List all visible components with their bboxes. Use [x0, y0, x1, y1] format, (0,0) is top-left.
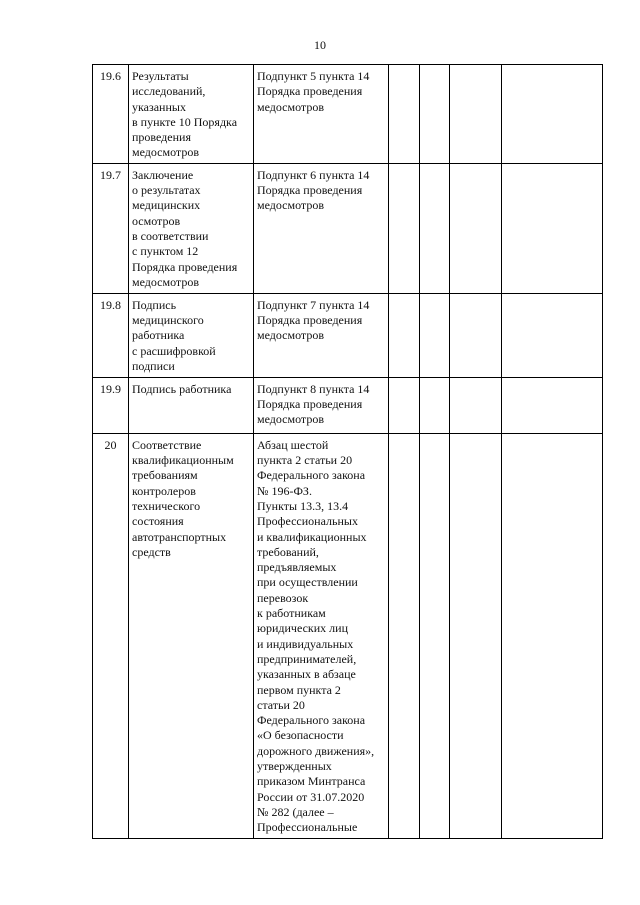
legal-basis: Подпункт 8 пункта 14 Порядка проведения медосмотров — [254, 377, 389, 433]
legal-basis: Подпункт 7 пункта 14 Порядка проведения медосмотров — [254, 293, 389, 377]
requirements-table — [92, 64, 603, 839]
legal-basis: Абзац шестой пункта 2 статьи 20 Федерального закона № 196-ФЗ. Пункты 13.3, 13.4 Профессиональных и квалификационных требований, предъявляемых при осуществлении перевозок к работникам юридических лиц и индивидуальных предпринимателей, указанных в абзаце первом пункта 2 статьи 20 Федерального закона «О безопасности дорожного движения», утвержденных приказом Минтранса России от 31.07.2020 № 282 (далее – Профессиональные — [254, 433, 389, 838]
empty-cell — [502, 293, 603, 377]
empty-cell — [450, 163, 502, 293]
empty-cell — [420, 433, 450, 838]
empty-cell — [389, 163, 420, 293]
empty-cell — [389, 293, 420, 377]
table-row — [93, 65, 603, 164]
row-number: 19.6 — [93, 65, 129, 164]
requirement-name: Результаты исследований, указанных в пункте 10 Порядка проведения медосмотров — [129, 65, 254, 164]
empty-cell — [502, 433, 603, 838]
table-row — [93, 433, 603, 838]
table-row — [93, 293, 603, 377]
empty-cell — [502, 377, 603, 433]
requirement-name: Подпись медицинского работника с расшифровкой подписи — [129, 293, 254, 377]
empty-cell — [420, 377, 450, 433]
requirement-name: Подпись работника — [129, 377, 254, 433]
legal-basis: Подпункт 6 пункта 14 Порядка проведения медосмотров — [254, 163, 389, 293]
table-row — [93, 377, 603, 433]
empty-cell — [420, 65, 450, 164]
empty-cell — [502, 65, 603, 164]
empty-cell — [502, 163, 603, 293]
empty-cell — [389, 65, 420, 164]
empty-cell — [450, 65, 502, 164]
requirement-name: Соответствие квалификационным требованиям контролеров технического состояния автотранспортных средств — [129, 433, 254, 838]
empty-cell — [420, 163, 450, 293]
row-number: 19.7 — [93, 163, 129, 293]
empty-cell — [450, 377, 502, 433]
empty-cell — [450, 293, 502, 377]
table-row — [93, 163, 603, 293]
row-number: 19.8 — [93, 293, 129, 377]
empty-cell — [389, 433, 420, 838]
requirement-name: Заключение о результатах медицинских осмотров в соответствии с пунктом 12 Порядка проведения медосмотров — [129, 163, 254, 293]
legal-basis: Подпункт 5 пункта 14 Порядка проведения медосмотров — [254, 65, 389, 164]
empty-cell — [450, 433, 502, 838]
empty-cell — [389, 377, 420, 433]
empty-cell — [420, 293, 450, 377]
row-number: 19.9 — [93, 377, 129, 433]
page-number: 10 — [314, 38, 326, 52]
row-number: 20 — [93, 433, 129, 838]
